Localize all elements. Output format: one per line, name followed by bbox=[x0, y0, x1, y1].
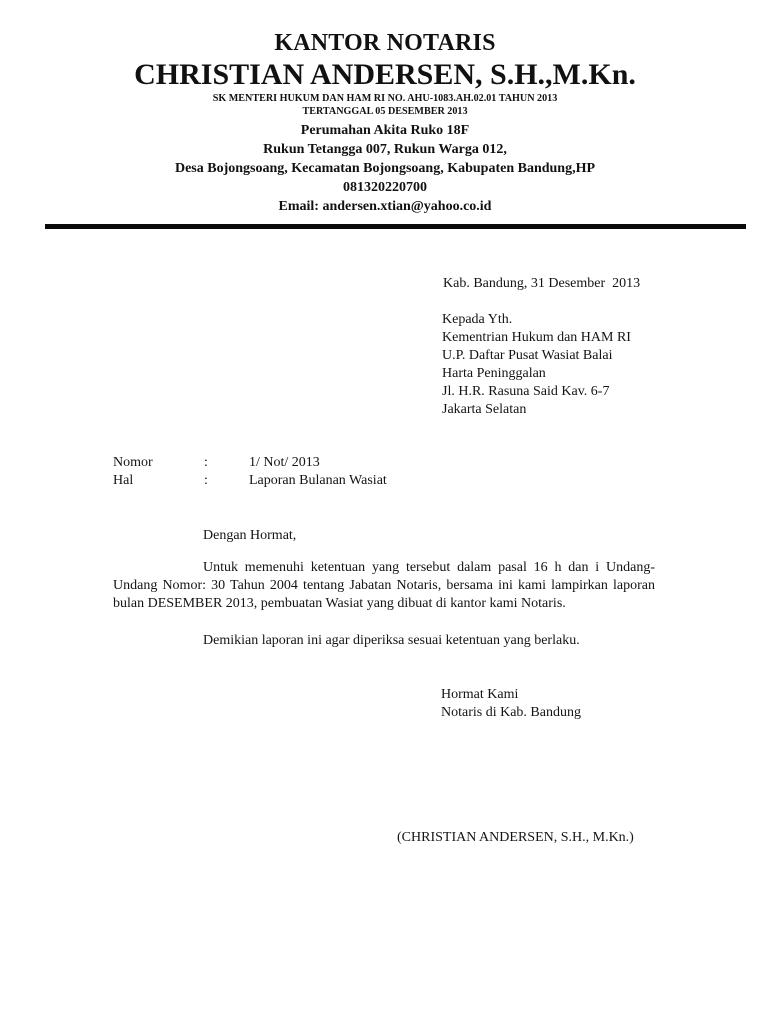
place-date: Kab. Bandung, 31 Desember 2013 bbox=[443, 276, 641, 291]
sk-decree-date: TERTANGGAL 05 DESEMBER 2013 bbox=[302, 105, 468, 117]
recipient-block bbox=[442, 311, 631, 419]
recipient-line: Harta Peninggalan bbox=[442, 366, 546, 381]
recipient-line: Jl. H.R. Rasuna Said Kav. 6-7 bbox=[442, 384, 610, 399]
meta-row-subject bbox=[113, 472, 513, 490]
letterhead bbox=[40, 28, 730, 216]
meta-value: Laporan Bulanan Wasiat bbox=[249, 473, 387, 488]
meta-label: Nomor bbox=[113, 455, 153, 470]
meta-label: Hal bbox=[113, 473, 134, 488]
recipient-line: U.P. Daftar Pusat Wasiat Balai bbox=[442, 348, 613, 363]
meta-colon: : bbox=[204, 455, 208, 470]
office-title: KANTOR NOTARIS bbox=[274, 30, 496, 56]
letter-meta bbox=[113, 454, 513, 490]
letterhead-divider bbox=[45, 224, 746, 229]
recipient-line: Jakarta Selatan bbox=[442, 402, 527, 417]
meta-row-number bbox=[113, 454, 513, 472]
email-line: Email: andersen.xtian@yahoo.co.id bbox=[278, 199, 492, 214]
closing-line: Notaris di Kab. Bandung bbox=[441, 705, 581, 720]
meta-value: 1/ Not/ 2013 bbox=[249, 455, 320, 470]
body-paragraph-1: Untuk memenuhi ketentuan yang tersebut dalam pasal 16 h dan i Undang-Undang Nomor: 30 Tahun 2004 tentang Jabatan Notaris, bersama ini kami lampirkan laporan bulan DESEMBER 2013, pembuatan Wasiat yang dibuat di kantor kami Notaris. bbox=[113, 560, 655, 611]
signature-name: (CHRISTIAN ANDERSEN, S.H., M.Kn.) bbox=[397, 830, 634, 845]
address-line-1: Perumahan Akita Ruko 18F bbox=[300, 123, 470, 138]
notary-name: CHRISTIAN ANDERSEN, S.H.,M.Kn. bbox=[134, 58, 636, 91]
address-line-4: 081320220700 bbox=[343, 180, 427, 195]
sk-decree-line: SK MENTERI HUKUM DAN HAM RI NO. AHU-1083.AH.02.01 TAHUN 2013 bbox=[212, 92, 558, 104]
meta-colon: : bbox=[204, 473, 208, 488]
address-line-2: Rukun Tetangga 007, Rukun Warga 012, bbox=[263, 142, 507, 157]
closing-line: Hormat Kami bbox=[441, 687, 519, 702]
address-line-3: Desa Bojongsoang, Kecamatan Bojongsoang, Kabupaten Bandung,HP bbox=[174, 161, 596, 176]
closing-block bbox=[441, 686, 581, 722]
recipient-line: Kementrian Hukum dan HAM RI bbox=[442, 330, 631, 345]
recipient-line: Kepada Yth. bbox=[442, 312, 513, 327]
greeting: Dengan Hormat, bbox=[203, 528, 297, 543]
body-paragraph-2: Demikian laporan ini agar diperiksa sesuai ketentuan yang berlaku. bbox=[203, 633, 580, 648]
